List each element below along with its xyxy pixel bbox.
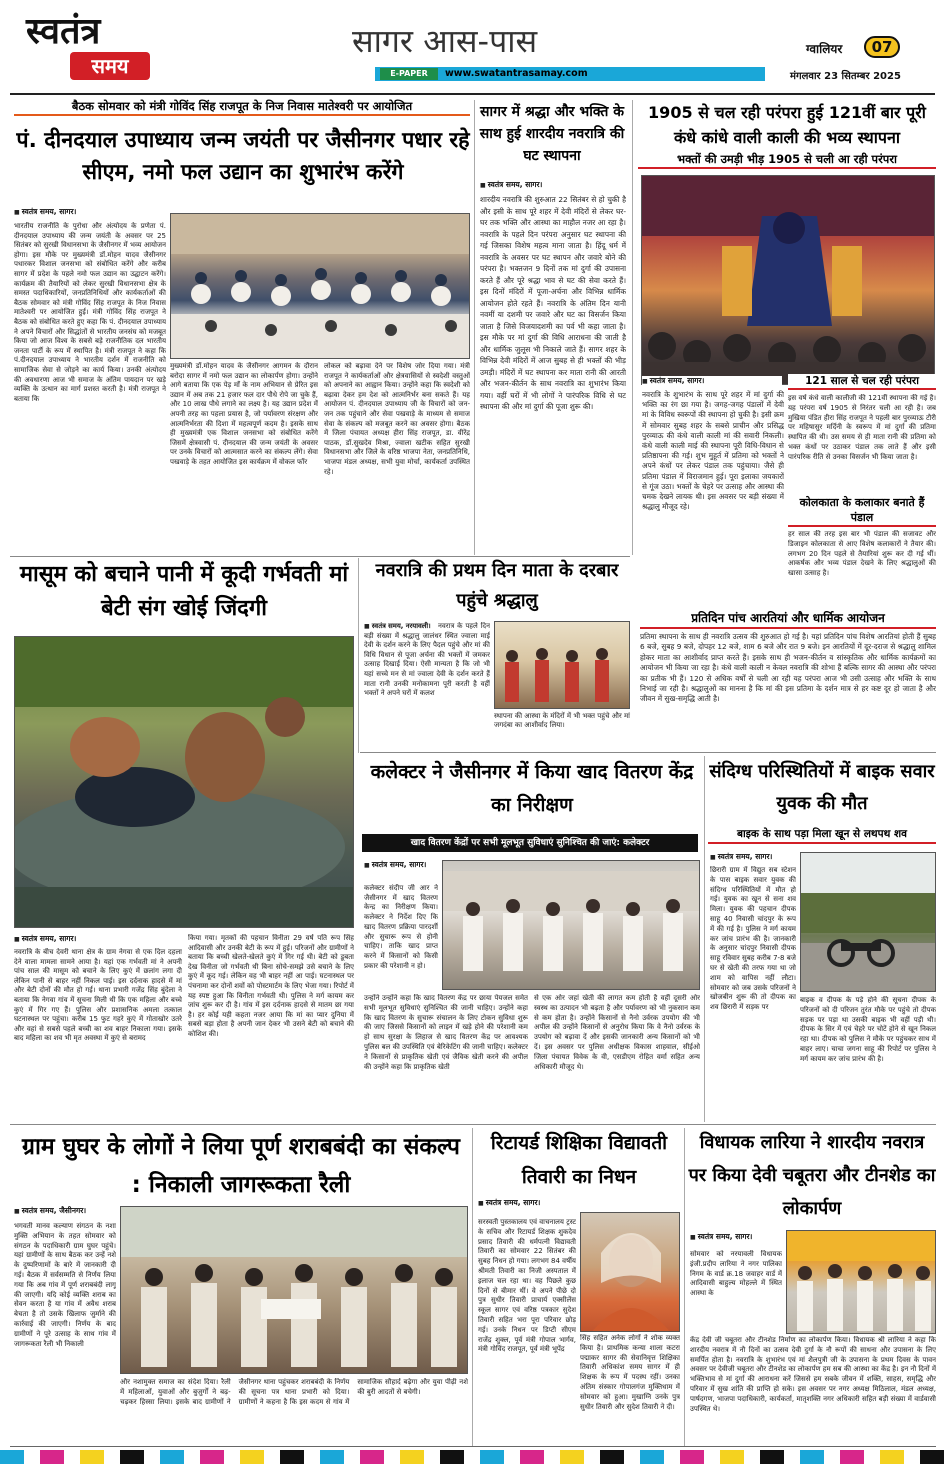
story1-col1: भारतीय राजनीति के पुरोधा और अंत्योदय के प्रणेता पं. दीनदयाल उपाध्याय की जन्म जयंती के अवसर पर 25 सितंबर को सुरखी विधानसभा के जैसीनगर में भव्य आयोजन होगा। इस मौके पर मुख्यमंत्री डॉ.मोहन यादव जैसीनगर पधारकर विशाल जनसभा को संबोधित करेंगे और करीब सागर में प्रदेश के पहले नमो फल उद्यान का उद्घाटन करेंगे। कार्यक्रम की तैयारियों को लेकर सुरखी विधानसभा क्षेत्र के समस्त पदाधिकारियों, जनप्रतिनिधियों और कार्यकर्ताओं की बैठक सोमवार को मंत्री गोविंद सिंह राजपूत के निज निवास मातेश्वरी पर आयोजित हुई। मंत्री गोविंद सिंह राजपूत ने बैठक को संबोधित करते हुए कहा कि पं. दीनदयाल उपाध्याय ने अपने विचारों और सिद्धांतों से भारतीय जनसंघ को मजबूत किया जो आज विश्व के सबसे बड़े राजनीतिक दल भारतीय जनता पार्टी के रूप में स्थापित है। मंत्री राजपूत ने कहा कि पं.दीनदयाल उपाध्याय ने भारतीय दर्शन में राजनीति को सामाजिक सेवा से जोड़ने का कार्य किया। उनकी अंत्योदय की अवधारणा आज भी समाज के अंतिम पायदान पर खड़े व्यक्ति के उत्थान का मार्ग प्रशस्त करती है। मंत्री राजपूत ने बताया कि bbox=[14, 222, 166, 403]
story4-well-photo[interactable] bbox=[14, 636, 354, 928]
story1-headline[interactable]: पं. दीनदयाल उपाध्याय जन्म जयंती पर जैसीनगर पधार रहे सीएम, नमो फल उद्यान का शुभारंभ करेंगे bbox=[16, 128, 470, 185]
officials-group-icon bbox=[443, 861, 700, 990]
logo-bottom-badge: समय bbox=[70, 52, 150, 80]
story3-box2-body: हर साल की तरह इस बार भी पंडाल की सजावट और डिजाइन कोलकाता से आए विशेष कलाकारों ने तैयार की। लगभग 20 दिन पहले से तैयारियां शुरू कर दी गई थीं। आकर्षक और भव्य पंडाल देखने के लिए श्रद्धालुओं की खासा उत्साह है। bbox=[788, 530, 936, 578]
col-divider-3 bbox=[358, 558, 359, 753]
story10-body: केंद्र देवी जी चबूतरा और टीनशेड निर्माण का लोकार्पण किया। विधायक श्री लारिया ने कहा कि शारदीय नवरात्र में नौ दिनों का उत्सव देवी दुर्गा के नौ रूपों की साधना और उपासना के लिए समर्पित होता है। नवरात्रि के शुभारंभ एवं मां शैलपुत्री जी के उपासना के प्रथम दिवस के पावन अवसर पर देवीजी चबूतरा और टीनशेड का लोकार्पण हम सब की आस्था का केंद्र है। इन नौ दिनों में भक्तिभाव से मां दुर्गा की आराधना करें जिससे हम सबके जीवन में शक्ति, साहस, समृद्धि और परिवार में सुख शांति की प्राप्ति हो सके। इस अवसर पर नगर अध्यक्ष मिठिलाल, मंडल अध्यक्ष, पार्षदगण, भाजपा पदाधिकारी, कार्यकर्ता, मातृशक्ति नगर अधिकारी सहित बड़ी संख्या में वार्डवासी उपस्थित थे। bbox=[690, 1336, 936, 1413]
story6-inspection-photo[interactable] bbox=[442, 860, 700, 990]
registration-marks bbox=[0, 1450, 945, 1464]
story7-byline: ■ स्वतंत्र समय, सागर। bbox=[710, 852, 860, 863]
story9-portrait-photo[interactable] bbox=[580, 1212, 680, 1332]
rescue-scene-icon bbox=[15, 637, 354, 928]
website-link[interactable]: www.swatantrasamay.com bbox=[445, 68, 588, 79]
story7-col2: बाइक व दीपक के पड़े होने की सूचना दीपक के परिजनों को दी परिजन तुरंत मौके पर पहुंचे तो दीपक सड़क पर पड़ा था उसकी बाइक भी वहीं पड़ी थी। दीपक के सिर में एवं चेहरे पर चोटें होने से खून निकल रहा था। दीपक को पुलिस ने मौके पर पहुंचकर साथ में बाहर लाए। चाचा जगना साहू की रिपोर्ट पर पुलिस ने मर्ग कायम कर जांच प्रारंभ की है। bbox=[800, 996, 936, 1063]
story6-headline[interactable]: कलेक्टर ने जैसीनगर में किया खाद वितरण केंद्र का निरीक्षण bbox=[370, 761, 694, 816]
story6-byline: ■ स्वतंत्र समय, सागर। bbox=[364, 860, 504, 871]
story7-subhead: बाइक के साथ पड़ा मिला खून से लथपथ शव bbox=[737, 828, 907, 840]
story3-col1: नवरात्रि के शुभारंभ के साथ पूरे शहर में मां दुर्गा की भक्ति का रंग छा गया है। जगह-जगह पंडालों में देवी मां के विविध स्वरूपों की स्थापना हो चुकी है। इसी क्रम में सोमवार सुबह शहर के सबसे प्राचीन और प्रसिद्ध पुरव्याऊ की कंधे वाली काली मां की सवारी निकली। कंधे वाली काली माई की स्थापना पूरी विधि-विधान से प्रतिष्ठापना की गई। शुभ मुहूर्त में प्रतिमा को भक्तों ने अपने कंधों पर लेकर पंडाल तक पहुंचाया। जैसे ही प्रतिमा पंडाल में विराजमान हुई। पूरा इलाका जयकारों से गूंज उठा। भक्तों के चेहरे पर उत्साह और आस्था की चमक देखने लायक थी। इस अवसर पर बड़ी संख्या में श्रद्धालु मौजूद रहे। bbox=[642, 390, 784, 512]
woman-portrait-icon bbox=[581, 1213, 680, 1332]
story7-headline[interactable]: संदिग्ध परिस्थितियों में बाइक सवार युवक की मौत bbox=[709, 761, 935, 814]
epaper-badge[interactable]: E-PAPER bbox=[380, 68, 438, 80]
story8-rally-photo[interactable] bbox=[120, 1206, 468, 1374]
meeting-crowd-icon bbox=[171, 214, 470, 359]
col-divider-1 bbox=[474, 100, 475, 555]
story9-headline[interactable]: रिटायर्ड शिक्षिका विद्यावती तिवारी का निधन bbox=[490, 1132, 668, 1188]
story8-col2: और नशामुक्त समाज का संदेश दिया। रैली में महिलाओं, युवाओं और बुजुर्गों ने बढ़-चढ़कर हिस्सा लिया। इसके बाद ग्रामीणों ने जैसीनगर थाना पहुंचकर शराबबंदी के निर्णय की सूचना पत्र थाना प्रभारी को दिया। ग्रामीणों ने कहना है कि इस कदम से गांव में सामाजिक सौहार्द बढ़ेगा और युवा पीढ़ी नशे की बुरी आदतों से बचेगी। bbox=[120, 1378, 468, 1406]
story3-box2-title: कोलकाता के कलाकार बनाते हैं पंडाल bbox=[788, 495, 936, 527]
logo-top-text: स्वतंत्र bbox=[26, 11, 101, 52]
story3-box1-body: इस वर्ष कंधे वाली कालीजी की 121वीं स्थापना की गई है। यह परंपरा वर्ष 1905 से निरंतर चली आ रही है। जब मुखिया पंडित हीरा सिंह राजपूत ने पहली बार पुरव्याऊ टौरी पर महिषासुर मर्दिनी के स्वरूप में मां दुर्गा की प्रतिमा स्थापित की थी। उस समय से ही माता रानी की प्रतिमा को भक्त कंधों पर उठाकर पंडाल तक लाते हैं और इसी पारंपरिक रीति से उनका विसर्जन भी किया जाता है। bbox=[788, 394, 936, 461]
story7-col1: छिरारी ग्राम में विद्युत सब स्टेशन के पास बाइक सवार युवक की संदिग्ध परिस्थितियों में मौत हो गई। युवक का खून से सना शव मिला। युवक की पहचान दीपक साहू 40 निवासी चांदपुर के रूप में की गई है। पुलिस ने मर्ग कायम कर जांच प्रारंभ की है। जानकारी के अनुसार चांदपुर निवासी दीपक साहू रविवार सुबह करीब 7-8 बजे घर से खेती की तरफ गया था जो शाम को वापिस नहीं लौटा। सोमवार को जब उसके परिजनों ने खोजबीन शुरू की तो दीपक का शव छिरारी में सड़क पर bbox=[710, 866, 796, 1012]
story2-headline[interactable]: सागर में श्रद्धा और भक्ति के साथ हुई शारदीय नवरात्रि की घट स्थापना bbox=[479, 104, 625, 164]
page-number: 07 bbox=[864, 36, 900, 58]
story1-kicker: बैठक सोमवार को मंत्री गोविंद सिंह राजपूत के निज निवास मातेश्वरी पर आयोजित bbox=[71, 99, 413, 113]
section-title: सागर आस-पास bbox=[352, 22, 538, 60]
col-divider-5 bbox=[472, 1128, 473, 1446]
story2-byline: ■ स्वतंत्र समय, सागर। bbox=[480, 180, 626, 191]
masthead bbox=[0, 0, 945, 92]
masthead-divider bbox=[10, 93, 935, 95]
story1-byline: ■ स्वतंत्र समय, सागर। bbox=[14, 207, 164, 218]
story3-subhead: भक्तों की उमड़ी भीड़ 1905 से चली आ रही परंपरा bbox=[677, 152, 897, 166]
story3-box3 bbox=[640, 610, 936, 740]
story1-col2: मुख्यमंत्री डॉ.मोहन यादव के जैसीनगर आगमन के दौरान बरोदा सागर में नमो फल उद्यान का लोकार्पण होगा। उन्होंने आगे बताया कि एक पेड़ माँ के नाम अभियान से प्रेरित इस उद्यान में अब तक 21 हजार फल दार पौधे रोपे जा चुके हैं, और 10 लाख पौधे लगाने का लक्ष्य है। यह उद्यान प्रदेश में अपनी तरह का पहला प्रयास है, जो पर्यावरण संरक्षण और आत्मनिर्भरता की दिशा में महत्वपूर्ण कदम है। इसके साथ ही मुख्यमंत्री एक विशाल जनसभा को संबोधित करेंगे जिसमें क्षेत्रवासी पं. दीनदयाल की जन्म जयंती के अवसर पर उनके विचारों को आत्मसात करने का संकल्प लेंगे। सेवा पखवाड़े के तहत आयोजित इस कार्यक्रम में वोकल फॉर bbox=[170, 362, 318, 466]
story4-byline: ■ स्वतंत्र समय, सागर। bbox=[14, 934, 184, 945]
devotees-group-icon bbox=[495, 622, 630, 709]
story3-subhead-wrap bbox=[638, 151, 936, 169]
story3-box1-title: 121 साल से चल रही परंपरा bbox=[788, 374, 936, 390]
col-divider-2 bbox=[632, 100, 633, 555]
story5-headline[interactable]: नवरात्रि की प्रथम दिन माता के दरबार पहुंचे श्रद्धालु bbox=[375, 560, 619, 611]
story4-headline[interactable]: मासूम को बचाने पानी में कूदी गर्भवती मां बेटी संग खोई जिंदगी bbox=[19, 562, 349, 621]
edition-label: ग्वालियर bbox=[806, 42, 843, 56]
villagers-rally-icon bbox=[121, 1207, 468, 1374]
story6-col1b: उन्होंने उन्होंने कहा कि खाद वितरण केंद्र पर छाया पेयजल समेत सभी मूलभूत सुविधाएं सुनिश्चित की जानी चाहिए। उन्होंने कहा कि खाद वितरण के सुचारू संचालन के लिए टोकन सुविधा शुरू की जाए जिससे किसानों को लाइन में खड़े होने की परेशानी कम हो साथ सुरक्षा के लिहाज से खाद वितरण केंद्र पर आवश्यक पुलिस बल की उपस्थिति एवं बेरिकेटिंग की जानी चाहिए। कलेक्टर ने किसानों से प्राकृतिक खेती एवं जैविक खेती करने की अपील की उन्होंने कहा कि प्राकृतिक खेती bbox=[364, 994, 528, 1071]
story5-caption: स्थापना की आस्था के मंदिरों में भी भक्त पहुंचे और मां जगदंबा का आशीर्वाद लिया। bbox=[494, 712, 630, 729]
story5-body: नवरात्र के पहले दिन बड़ी संख्या में श्रद्धालु जालंधर स्थित ज्वाला माई देवी के दर्शन करने के लिए पैदल पहुंचे और मां की विधि विधान से पूजा अर्चना की भक्तों में जमकर उत्साह दिखाई दिया। ऐसी मान्यता है कि जो भी यहां सच्चे मन से मां ज्वाला देवी के दर्शन करते हैं माता रानी उनकी मनोकामना पूरी करती है वहीं भक्तों ने अपने घरों में कलश bbox=[364, 622, 490, 698]
story3-box1 bbox=[788, 374, 936, 514]
story6-col1: कलेक्टर संदीप जी आर ने जैसीनगर में खाद वितरण केन्द्र का निरीक्षण किया। कलेक्टर ने निर्देश दिए कि खाद वितरण प्रक्रिया पारदर्शी और सुचारू रूप से होनी चाहिए। ताकि खाद प्राप्त करने में किसानों को किसी प्रकार की परेशानी न हो। bbox=[364, 884, 438, 970]
col-divider-6 bbox=[684, 1128, 685, 1446]
h-divider-3 bbox=[10, 1124, 936, 1125]
story9-byline: ■ स्वतंत्र समय, सागर। bbox=[478, 1198, 618, 1209]
story4-col2: किया गया। मृतकों की पहचान विनीता 29 वर्ष पति रूप सिंह आदिवासी और उनकी बेटी के रूप में हुई। परिजनों और ग्रामीणों ने बताया कि बच्ची खेलते-खेलते कुएं में गिर गई थी। बेटी को डूबता देख विनीता जो गर्भवती थी बिना सोचे-समझे उसे बचाने के लिए कुएं में कूद गई। लेकिन वह भी बाहर नहीं आ पाई। घटनास्थल पर पंचनामा कर दोनों शवों को पोस्टमार्टम के लिए भेजा गया। रिपोर्ट में यह स्पष्ट हुआ कि विनीता गर्भवती थी। पुलिस ने मर्ग कायम कर जांच शुरू कर दी है। गांव में इस दर्दनाक हादसे से मातम छा गया है। हर कोई यही कहता नजर आया कि मां का प्यार दुनिया में सबसे बड़ा होता है अपनी जान देकर भी उसने बेटी को बचाने की कोशिश की। bbox=[188, 934, 354, 1038]
story7-subhead-wrap bbox=[708, 826, 936, 844]
story5-byline: ■ स्वतंत्र समय, नरयावली। bbox=[364, 621, 494, 632]
story4-col1: नवरात्रि के बीच देवरी थाना क्षेत्र के ग्राम नेगवा से एक दिल दहला देने वाला मामला सामने आया है। यहां एक गर्भवती मां ने अपनी पांच साल की मासूम को बचाने के लिए कुएं में छलांग लगा दी लेकिन पानी से बाहर नहीं निकल पाई। इस दर्दनाक हादसे में मां और बेटी दोनों की मौत हो गई। थाना प्रभारी गजेंद्र सिंह बुंदेला ने बताया कि नेगवा गांव में सूचना मिली थी कि एक महिला और बच्चे कुएं में गिर गए हैं। पुलिस और प्रशासनिक अमला तत्काल घटनास्थल पर पहुंचा। करीब 15 फुट गहरे कुएं में गोताखोर उतरे और वहां से सबसे पहले बच्ची का शव बाहर निकाला गया। इसके बाद महिला का शव भी मृत अवस्था में कुएं से बरामद bbox=[14, 948, 182, 1043]
issue-date: मंगलवार 23 सितम्बर 2025 bbox=[790, 71, 901, 82]
h-divider-2 bbox=[360, 752, 936, 753]
story3-headline[interactable]: 1905 से चल रही परंपरा हुई 121वीं बार पूरी कंधे कांधे वाली काली की भव्य स्थापना bbox=[648, 103, 926, 147]
story3-box3-body: प्रतिमा स्थापना के साथ ही नवरात्रि उत्सव की शुरुआत हो गई है। यहां प्रतिदिन पांच विशेष आरतियां होती हैं सुबह 6 बजे, सुबह 9 बजे, दोपहर 12 बजे, शाम 6 बजे और रात 9 बजे। इन आरतियों में दूर-दराज से श्रद्धालु शामिल होकर माता का आशीर्वाद प्राप्त करते हैं। इसके साथ ही भजन-कीर्तन व सांस्कृतिक और धार्मिक कार्यक्रमों का आयोजन भी किया जा रहा है। कंधे वाली काली न केवल नवरात्रि की शोभा हैं बल्कि सागर की आस्था और परंपरा का प्रतीक भी हैं। 120 से अधिक वर्षों से चली आ रही यह परंपरा आज भी उसी उत्साह और भक्ति के साथ निभाई जा रही है। श्रद्धालुओं का मानना है कि मां की इस प्रतिमा के दर्शन मात्र से हर कष्ट दूर हो जाता है और जीवन में सुख-समृद्धि आती है। bbox=[640, 632, 936, 704]
story1-kicker-wrap bbox=[14, 98, 470, 116]
story5-group-photo[interactable] bbox=[494, 621, 630, 709]
story10-inauguration-photo[interactable] bbox=[786, 1230, 936, 1334]
story3-box2 bbox=[788, 495, 936, 600]
story10-headline[interactable]: विधायक लारिया ने शारदीय नवरात्र पर किया देवी चबूतरा और टीनशेड का लोकार्पण bbox=[688, 1132, 936, 1219]
story8-byline: ■ स्वतंत्र समय, जैसीनगर। bbox=[14, 1206, 134, 1217]
logo[interactable] bbox=[26, 12, 156, 92]
idol-crowd-icon bbox=[642, 176, 935, 385]
story9-col1: सरस्वती पुस्तकालय एवं वाचनालय ट्रस्ट के सचिव और रिटायर्ड शिक्षक शुकदेव प्रसाद तिवारी की धर्मपत्नी विद्यावती तिवारी का सोमवार 22 सितंबर की सुबह निधन हो गया। लगभग 84 वर्षीय श्रीमती तिवारी का निजी अस्पताल में इलाज चल रहा था। वह पिछले कुछ दिनों से बीमार थीं। वे अपने पीछे दो पुत्र सुधीर तिवारी प्राचार्य एक्सीलेंस स्कूल सागर एवं वरिष्ठ पत्रकार सुदेश तिवारी सहित भरा पूरा परिवार छोड़ गई। उनके निधन पर डिप्टी सीएम राजेंद्र शुक्ल, पूर्व मंत्री गोपाल भार्गव, मंत्री गोविंद राजपूत, पूर्व मंत्री भूपेंद्र bbox=[478, 1218, 576, 1354]
story3-kali-photo[interactable] bbox=[641, 175, 935, 385]
story8-col1: भगवती मानव कल्याण संगठन के नशा मुक्ति अभियान के तहत सोमवार को संगठन के पदाधिकारी ग्राम घुघर पहुंचे। यहां ग्रामीणों के साथ बैठक कर उन्हें नशे के दुष्परिणामों के बारे में जानकारी दी गई। बैठक में सर्वसम्मति से निर्णय लिया गया कि अब गांव में पूर्ण शराबबंदी लागू की जाएगी। यदि कोई व्यक्ति शराब का सेवन करता है या गांव में अवैध शराब बेचता है तो उसके खिलाफ जुर्माने की कार्रवाई की जाएगी। निर्णय के बाद ग्रामीणों ने पूरे उत्साह के साथ गांव में जागरूकता रैली भी निकाली bbox=[14, 1222, 116, 1348]
bike-roadside-icon bbox=[801, 853, 936, 992]
story6-col2: से एक ओर जहां खेती की लागत कम होती है वहीं दूसरी ओर स्वस्थ का उत्पादन भी बढ़ता है और पर्यावरण को भी नुकसान कम से कम होता है। उन्होंने किसानों से नैनो उर्वरक उपयोग की भी अपील की उन्होंने किसानों से अनुरोध किया कि वे नैनो उर्वरक के उपयोग को बढ़ावा दें और इसकी जानकारी अन्य किसानों को भी दें। इस अवसर पर पुलिस अधीक्षक विकास शाहवाल, सीईओ जिला पंचायत विवेक के वी, एसडीएम रोहित वर्मा सहित अन्य अधिकारी मौजूद थे। bbox=[534, 994, 700, 1071]
story10-col1: सोमवार को नरयावली विधायक इंजी.प्रदीप लारिया ने नगर पालिका निगम के वार्ड क्र.18 जवाहर वार्ड में आदिवासी बाहुल्य मोहल्ले में स्थित आस्था के bbox=[690, 1250, 782, 1298]
story2-body: शारदीय नवरात्रि की शुरुआत 22 सितंबर से हो चुकी है और इसी के साथ पूरे शहर में देवी मंदिरों से लेकर घर-घर तक भक्ति और आस्था का माहौल नजर आ रहा है। नवरात्रि के पहले दिन परंपरा अनुसार घट स्थापना की गई जिसका विशेष महत्व माना जाता है। हिंदू धर्म में नवरात्रि के अवसर पर घट स्थापन और जवारे बोने की परंपरा है। भक्तजन 9 दिनों तक मां दुर्गा की उपासना करते हैं और पूरे श्रद्धा भाव से घट की सेवा करते हैं। इस दिनों मंदिरों में पूजा-अर्चना और विभिन्न धार्मिक आयोजन होते रहते हैं। नवरात्रि के अंतिम दिन यानी नवमीं या दशमी पर जवारे और घट का विसर्जन किया जाता है जिसे विजयादशमी का पर्व भी कहा जाता है। इस मौके पर मां दुर्गा की विधि आराधना की जाती है और धार्मिक जुलूस भी निकाले जाते हैं। सागर शहर के विभिन्न देवी मंदिरों में आज सुबह से ही भक्तों की भीड़ उमड़ी। मंदिरों में घट स्थापना कर माता रानी की आरती और भजन-कीर्तन के साथ नवरात्रि का शुभारंभ किया गया। वहीं घरों में भी लोगों ने पारंपरिक विधि से घट स्थापना की और मां दुर्गा की पूजा शुरू की। bbox=[480, 195, 626, 411]
story3-box3-title: प्रतिदिन पांच आरतियां और धार्मिक आयोजन bbox=[640, 610, 936, 629]
story6-strap: खाद वितरण केंद्रों पर सभी मूलभूत सुविधाएं सुनिश्चित की जाएं: कलेक्टर bbox=[362, 834, 698, 852]
story1-col3: लोकल को बढ़ावा देने पर विशेष जोर दिया गया। मंत्री राजपूत ने कार्यकर्ताओं और क्षेत्रवासियों से स्वदेशी वस्तुओं को अपनाने का आह्वान किया। उन्होंने कहा कि स्वदेशी को बढ़ावा देकर हम देश को आत्मनिर्भर बना सकते हैं। यह आयोजन पं. दीनदयाल उपाध्याय जी के विचारों को जन-जन तक पहुंचाने और सेवा पखवाड़े के माध्यम से समाज सेवा के संकल्प को मजबूत करने का अवसर होगा। बैठक में जिला पंचायत अध्यक्ष हीरा सिंह राजपूत, डा. वीरेंद्र पाठक, डॉ.सुखदेव मिश्रा, ज्वाला खटीक सहित सुरखी विधानसभा और जिले के वरिष्ठ भाजपा नेता, जनप्रतिनिधि, भाजपा मंडल अध्यक्ष, सभी युवा मोर्चा, कार्यकर्ता उपस्थित रहे। bbox=[324, 362, 470, 476]
story1-meeting-photo[interactable] bbox=[170, 213, 470, 359]
leaders-stage-icon bbox=[787, 1231, 936, 1334]
story3-byline: ■ स्वतंत्र समय, सागर। bbox=[642, 376, 782, 387]
story8-headline[interactable]: ग्राम घुघर के लोगों ने लिया पूर्ण शराबबंदी का संकल्प : निकाली जागरूकता रैली bbox=[22, 1134, 460, 1198]
col-divider-4 bbox=[704, 756, 705, 1122]
footer-divider bbox=[10, 1446, 936, 1447]
story9-col2: सिंह सहित अनेक लोगों ने शोक व्यक्त किया है। प्राथमिक कन्या शाला कटरा पद्माकर सागर की सेवानिवृत्त शिक्षिका तिवारी अधिकांश समय सागर में ही शिक्षक के रूप में पदस्थ रहीं। उनका अंतिम संस्कार गोपालगंज मुक्तिधाम में सोमवार को हुआ। मुखाग्नि उनके पुत्र सुधीर तिवारी और सुदेश तिवारी ने दी। bbox=[580, 1334, 680, 1411]
story7-roadside-photo[interactable] bbox=[800, 852, 936, 992]
story10-byline: ■ स्वतंत्र समय, सागर। bbox=[690, 1232, 820, 1243]
